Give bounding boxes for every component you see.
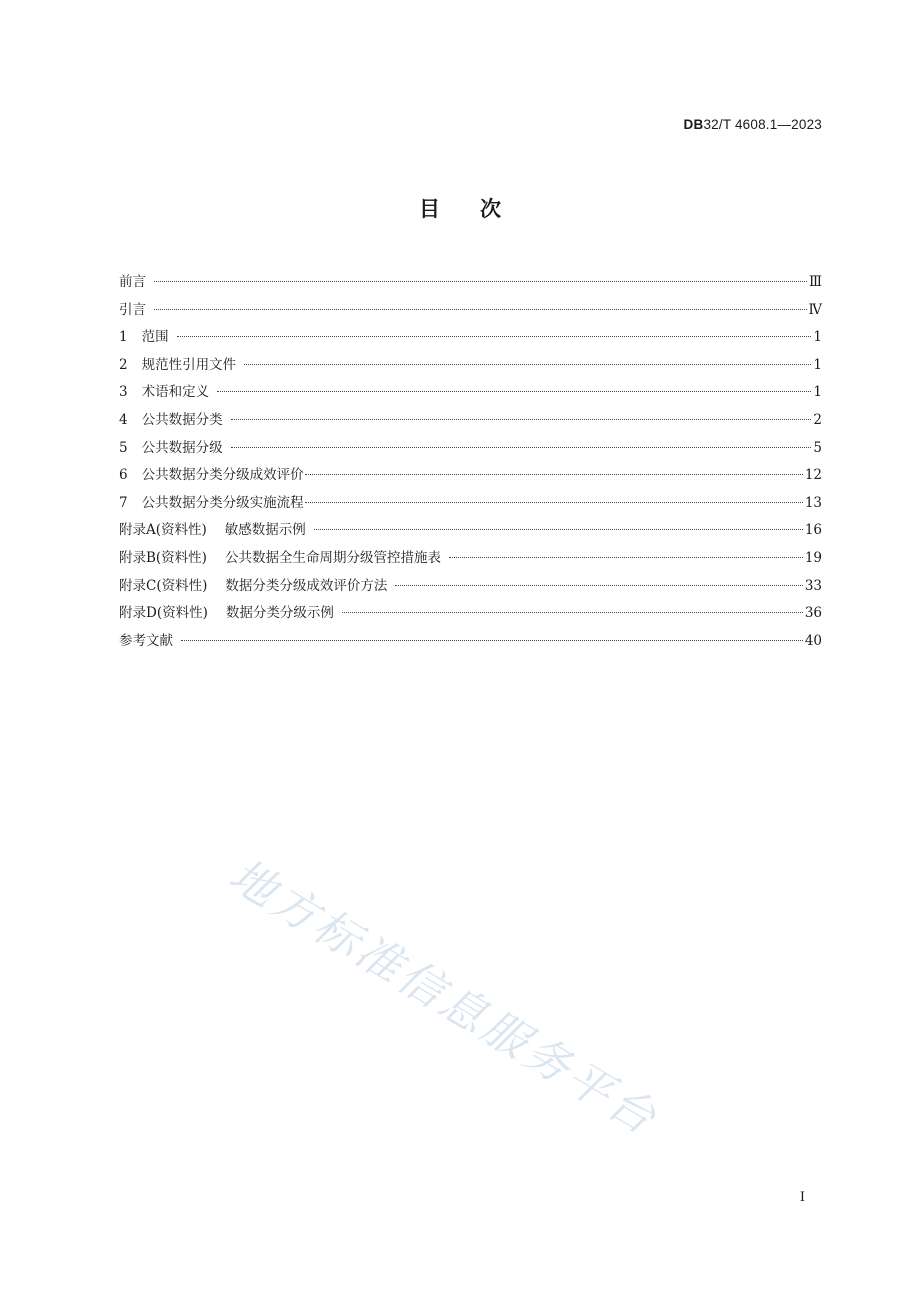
toc-entry-page: 36 <box>804 605 822 622</box>
toc-entry-annex: 附录B(资料性) <box>119 549 207 566</box>
toc-entry-number: 7 <box>119 494 128 511</box>
toc-entry-label <box>119 518 306 538</box>
toc-entry[interactable] <box>119 491 822 519</box>
toc-entry-page: 16 <box>804 522 822 539</box>
toc-entry[interactable] <box>119 408 822 436</box>
toc-entry-number: 2 <box>119 356 128 373</box>
toc-entry-page: 1 <box>813 329 822 346</box>
toc-leader-dots <box>395 585 802 586</box>
toc-entry[interactable] <box>119 353 822 381</box>
toc-leader-dots <box>154 309 807 310</box>
toc-entry-page: 33 <box>804 577 822 594</box>
toc-entry-page: 5 <box>813 439 822 456</box>
toc-leader-dots <box>305 474 803 475</box>
toc-entry-page: 12 <box>804 467 822 484</box>
toc-entry[interactable] <box>119 436 822 464</box>
standard-code-number: 32/T 4608.1—2023 <box>703 117 822 132</box>
toc-entry-page: Ⅳ <box>808 301 822 318</box>
toc-entry[interactable] <box>119 463 822 491</box>
toc-entry-page: 1 <box>813 384 822 401</box>
toc-entry-label <box>119 298 146 318</box>
toc-entry-page: Ⅲ <box>808 274 822 290</box>
toc-entry-title: 数据分类分级成效评价方法 <box>225 577 388 594</box>
toc-leader-dots <box>231 447 812 448</box>
toc-entry-label <box>119 325 169 345</box>
toc-leader-dots <box>305 502 803 503</box>
toc-entry-title: 公共数据全生命周期分级管控措施表 <box>224 549 441 566</box>
toc-entry-annex: 附录C(资料性) <box>119 577 208 594</box>
toc-entry-title: 公共数据分类分级成效评价 <box>141 467 304 484</box>
toc-entry-title: 公共数据分类 <box>141 411 223 428</box>
toc-entry[interactable] <box>119 325 822 353</box>
toc-entry-label <box>119 629 173 649</box>
standard-code-prefix: DB <box>683 117 704 132</box>
toc-entry-label <box>119 380 209 400</box>
toc-leader-dots <box>231 419 812 420</box>
toc-leader-dots <box>244 364 811 365</box>
toc-entry-label <box>119 436 223 456</box>
toc-entry-annex: 附录A(资料性) <box>119 522 207 539</box>
toc-entry-label <box>119 353 236 373</box>
toc-entry[interactable] <box>119 298 822 326</box>
toc-entry-title: 敏感数据示例 <box>224 522 306 539</box>
toc-entry-number: 4 <box>119 411 128 428</box>
toc-entry-number: 3 <box>119 384 128 401</box>
toc-entry-number: 1 <box>119 329 128 346</box>
toc-leader-dots <box>449 557 803 558</box>
toc-entry-page: 19 <box>804 549 822 566</box>
toc-entry-title: 范围 <box>141 329 169 346</box>
toc-leader-dots <box>217 391 811 392</box>
toc-entry-label <box>119 270 146 290</box>
toc-leader-dots <box>342 612 803 613</box>
table-of-contents <box>119 270 822 656</box>
toc-entry-title: 规范性引用文件 <box>141 356 237 373</box>
toc-entry-number: 5 <box>119 439 128 456</box>
toc-entry-page: 1 <box>813 356 822 373</box>
toc-entry[interactable] <box>119 601 822 629</box>
toc-leader-dots <box>314 529 803 530</box>
toc-entry-label <box>119 601 334 621</box>
watermark: 地方标准信息服务平台 <box>220 848 668 1147</box>
toc-entry-title: 公共数据分级 <box>141 439 223 456</box>
toc-entry-title: 参考文献 <box>119 632 173 649</box>
page-title: 目次 <box>419 197 541 221</box>
toc-leader-dots <box>154 281 807 282</box>
toc-entry-label <box>119 408 223 428</box>
toc-entry-title: 引言 <box>119 301 146 318</box>
toc-entry[interactable] <box>119 518 822 546</box>
toc-entry[interactable] <box>119 574 822 602</box>
page-number: I <box>799 1190 805 1205</box>
toc-entry-label <box>119 574 387 594</box>
toc-leader-dots <box>177 336 812 337</box>
toc-entry-title: 公共数据分类分级实施流程 <box>141 494 304 511</box>
toc-entry-label <box>119 463 304 483</box>
toc-entry-label <box>119 491 304 511</box>
toc-leader-dots <box>181 640 803 641</box>
toc-entry-title: 数据分类分级示例 <box>225 605 334 622</box>
toc-entry-page: 13 <box>804 494 822 511</box>
toc-entry-page: 2 <box>813 411 822 428</box>
toc-entry-label <box>119 546 441 566</box>
toc-entry[interactable] <box>119 546 822 574</box>
toc-entry[interactable] <box>119 270 822 298</box>
standard-code <box>684 117 822 132</box>
toc-entry-title: 术语和定义 <box>141 384 210 401</box>
toc-entry-title: 前言 <box>119 274 146 290</box>
toc-entry-page: 40 <box>804 632 822 649</box>
toc-entry-number: 6 <box>119 467 128 484</box>
toc-entry[interactable] <box>119 380 822 408</box>
toc-entry[interactable] <box>119 629 822 657</box>
toc-entry-annex: 附录D(资料性) <box>119 605 208 622</box>
